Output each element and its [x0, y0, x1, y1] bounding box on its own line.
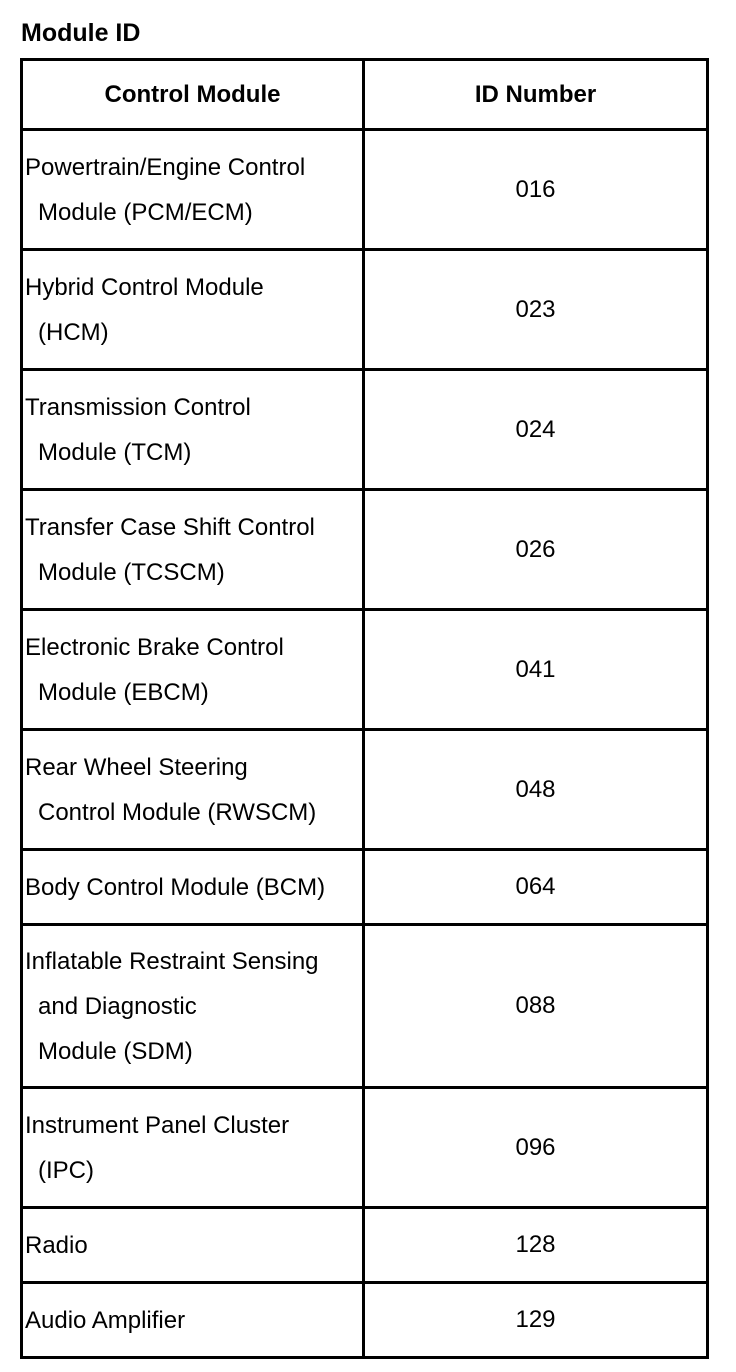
module-name-line: Transmission Control [25, 393, 251, 421]
control-module-column-header: Control Module [22, 60, 364, 130]
module-name-cell [22, 610, 364, 730]
module-name-line: Module (TCSCM) [38, 558, 225, 586]
module-name-cell [22, 850, 364, 925]
module-name-cell [22, 1208, 364, 1283]
table-row [22, 730, 708, 850]
table-row [22, 850, 708, 925]
table-row [22, 250, 708, 370]
module-name-line: Powertrain/Engine Control [25, 153, 306, 181]
module-id-cell: 024 [364, 370, 708, 490]
module-name-line: Hybrid Control Module [25, 273, 264, 301]
module-name-line: Module (EBCM) [38, 678, 209, 706]
table-row [22, 610, 708, 730]
table-row [22, 1088, 708, 1208]
table-row [22, 1283, 708, 1358]
table-row [22, 1208, 708, 1283]
module-name-cell [22, 250, 364, 370]
table-row [22, 370, 708, 490]
module-name-line: Inflatable Restraint Sensing [25, 947, 319, 975]
module-name-cell [22, 1088, 364, 1208]
module-id-cell: 041 [364, 610, 708, 730]
module-name-line: Transfer Case Shift Control [25, 513, 315, 541]
module-name-line: Module (PCM/ECM) [38, 198, 253, 226]
module-name-cell [22, 370, 364, 490]
module-id-cell: 016 [364, 130, 708, 250]
module-name-line: Module (SDM) [38, 1037, 193, 1065]
module-name-cell [22, 490, 364, 610]
module-id-cell: 088 [364, 925, 708, 1088]
module-id-cell: 096 [364, 1088, 708, 1208]
module-name-cell [22, 1283, 364, 1358]
module-name-line: Control Module (RWSCM) [38, 798, 317, 826]
module-name-cell [22, 730, 364, 850]
module-name-line: Body Control Module (BCM) [25, 873, 326, 901]
module-id-cell: 128 [364, 1208, 708, 1283]
module-name-line: (IPC) [38, 1156, 94, 1184]
page-title: Module ID [21, 19, 141, 47]
module-id-cell: 026 [364, 490, 708, 610]
module-name-line: Audio Amplifier [25, 1306, 186, 1334]
module-id-cell: 064 [364, 850, 708, 925]
module-name-line: Electronic Brake Control [25, 633, 284, 661]
table-header-row [22, 60, 708, 130]
module-id-cell: 129 [364, 1283, 708, 1358]
module-name-line: Rear Wheel Steering [25, 753, 248, 781]
table-row [22, 130, 708, 250]
table-row [22, 490, 708, 610]
id-number-column-header: ID Number [364, 60, 708, 130]
module-name-line: Instrument Panel Cluster [25, 1111, 290, 1139]
module-name-line: Radio [25, 1231, 88, 1259]
module-id-cell: 048 [364, 730, 708, 850]
module-name-line: Module (TCM) [38, 438, 192, 466]
table-row [22, 925, 708, 1088]
module-name-cell [22, 925, 364, 1088]
module-id-table [20, 58, 709, 1359]
module-name-line: and Diagnostic [38, 992, 197, 1020]
module-id-cell: 023 [364, 250, 708, 370]
module-name-line: (HCM) [38, 318, 109, 346]
module-name-cell [22, 130, 364, 250]
